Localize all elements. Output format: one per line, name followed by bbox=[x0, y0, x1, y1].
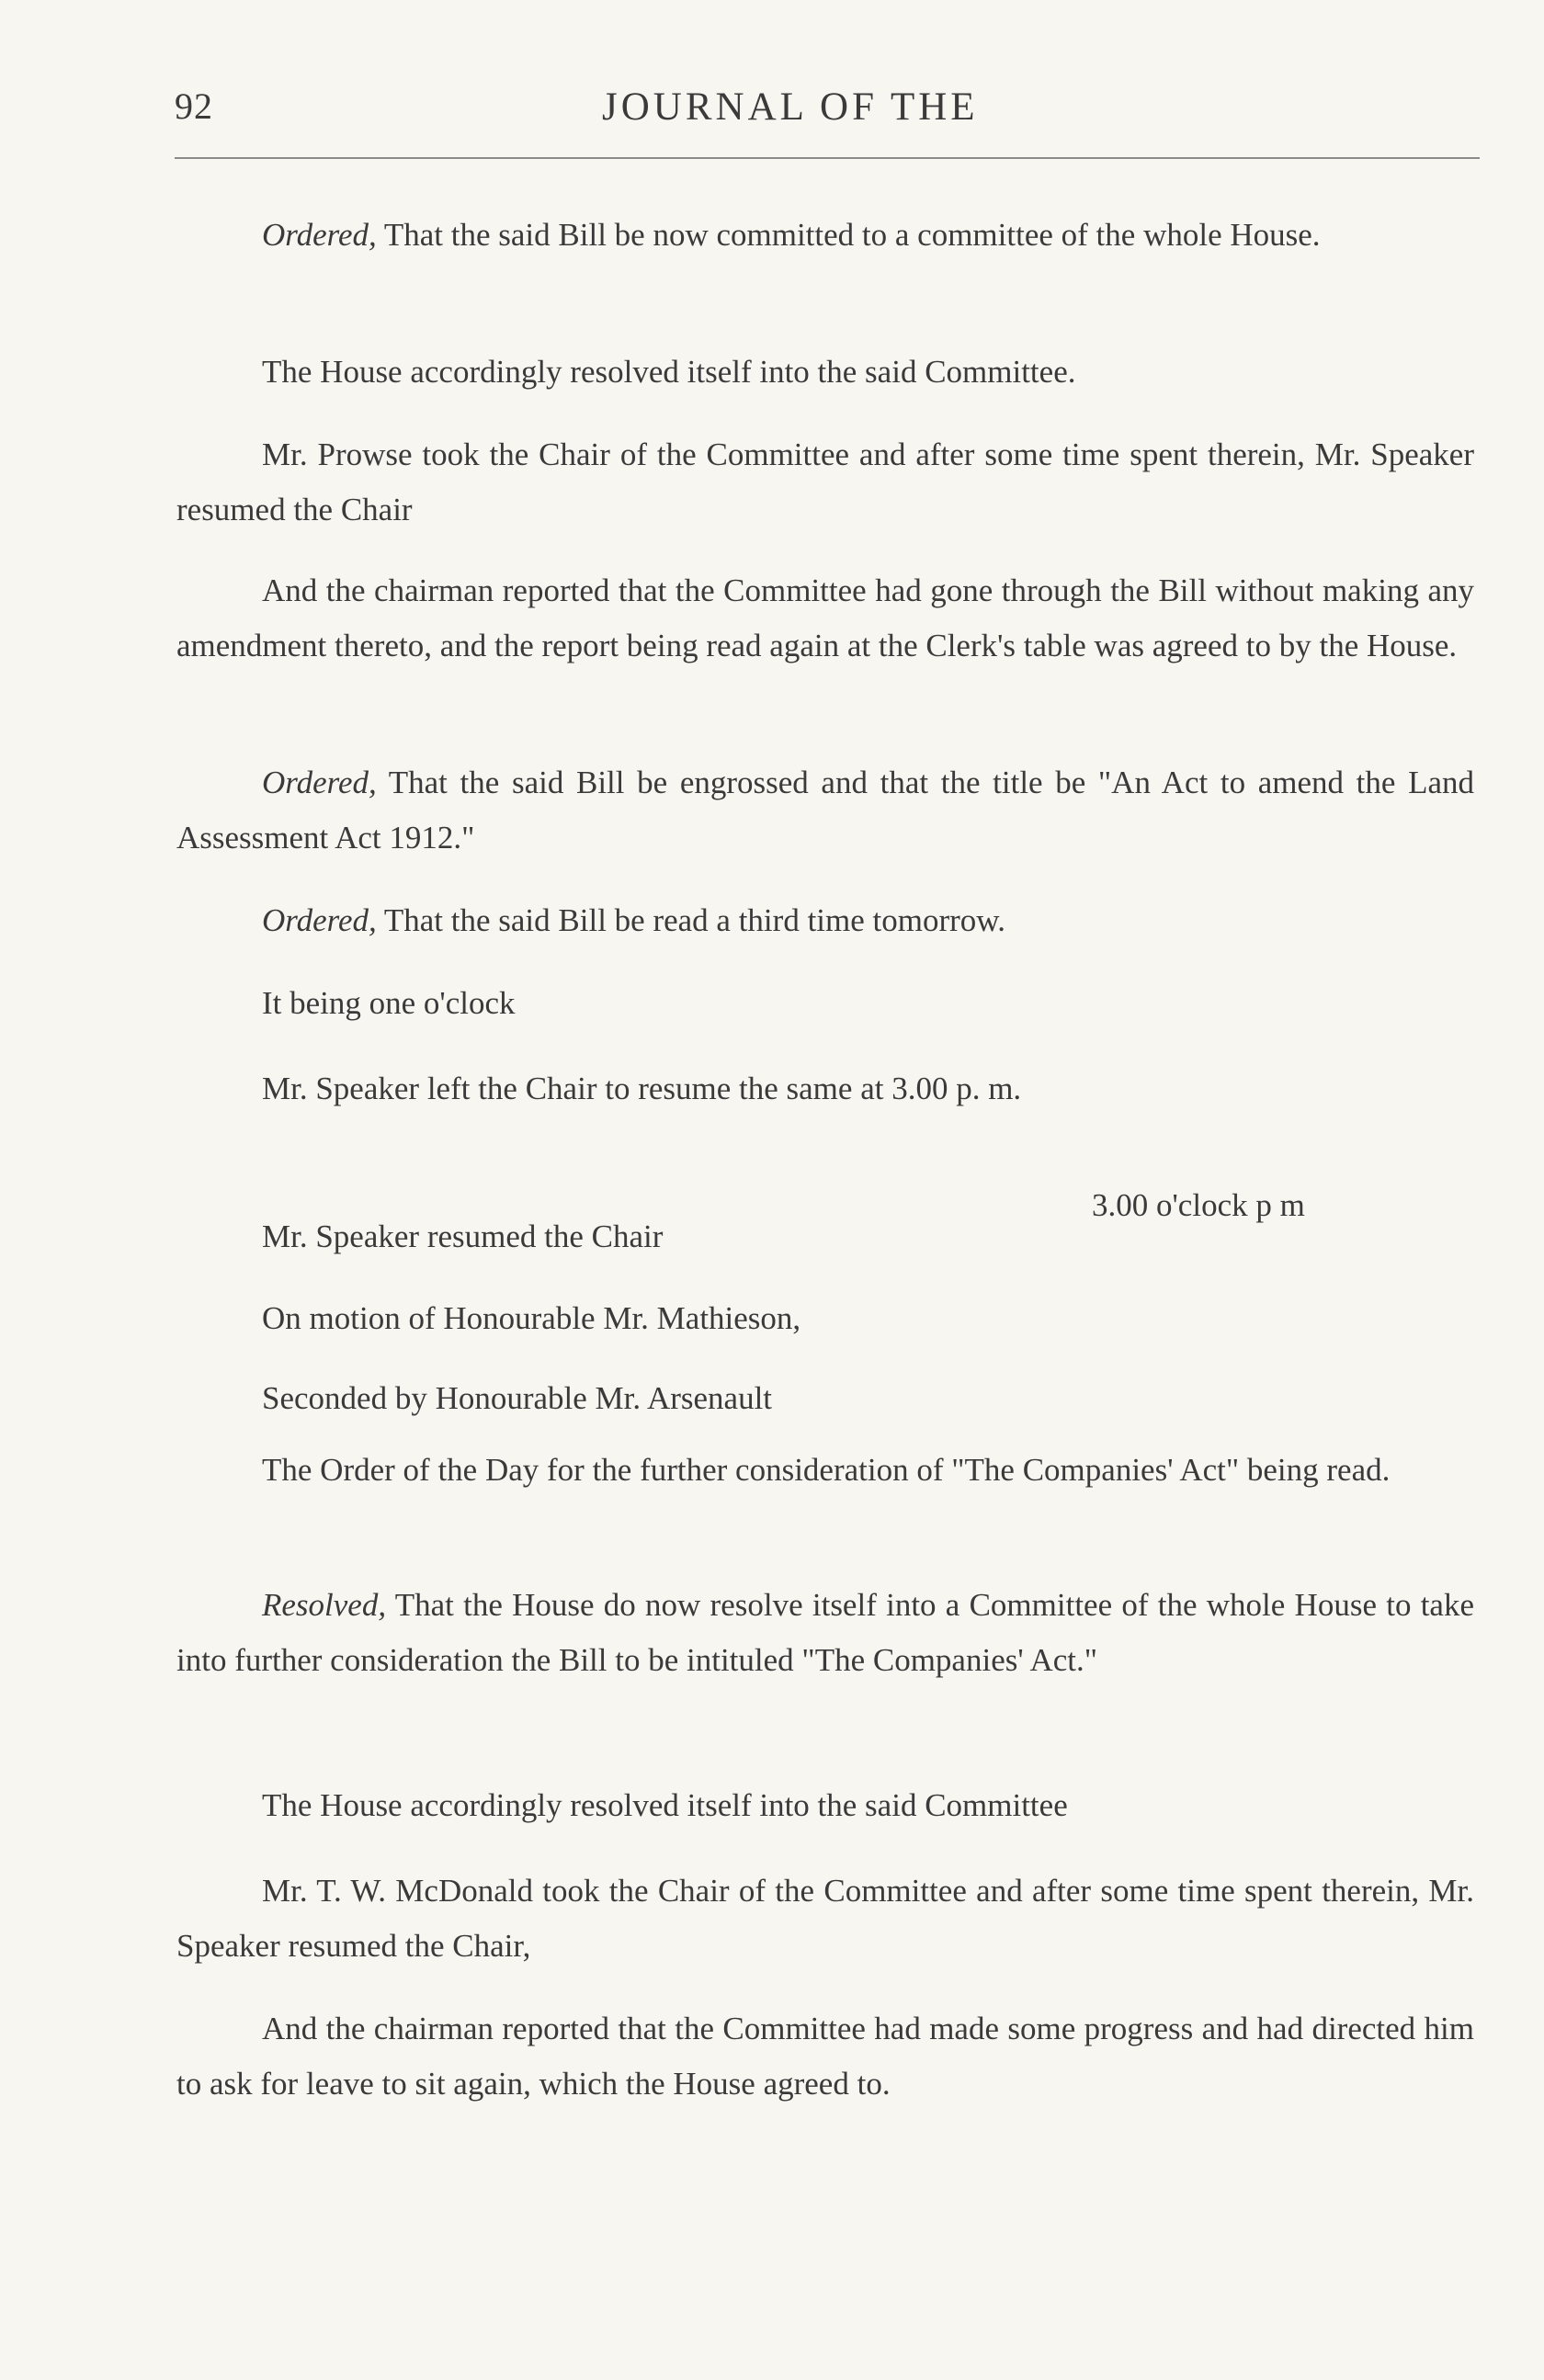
paragraph-lead: Ordered, bbox=[262, 217, 377, 253]
header-rule bbox=[175, 157, 1480, 159]
paragraph bbox=[176, 1291, 1474, 1346]
page-number: 92 bbox=[175, 85, 213, 127]
paragraph-text: Mr. Speaker left the Chair to resume the same at 3.00 p. m. bbox=[262, 1071, 1022, 1106]
paragraph-text: It being one o'clock bbox=[262, 985, 516, 1021]
paragraph-text: The House accordingly resolved itself into the said Committee. bbox=[262, 354, 1076, 390]
paragraph-text: That the said Bill be now committed to a committee of the whole House. bbox=[383, 217, 1321, 253]
paragraph-lead: Ordered, bbox=[262, 902, 377, 938]
paragraph bbox=[176, 1061, 1474, 1116]
paragraph-text: Seconded by Honourable Mr. Arsenault bbox=[262, 1380, 773, 1416]
paragraph bbox=[176, 976, 1474, 1031]
time-note: 3.00 o'clock p m bbox=[1092, 1187, 1305, 1223]
paragraph-lead: Ordered, bbox=[262, 765, 377, 800]
paragraph bbox=[176, 1443, 1474, 1498]
paragraph-text: The Order of the Day for the further consideration of "The Companies' Act" being read. bbox=[262, 1452, 1391, 1488]
paragraph bbox=[176, 755, 1474, 866]
paragraph-lead: Resolved, bbox=[262, 1587, 387, 1623]
paragraph-text: Mr. Speaker resumed the Chair bbox=[262, 1218, 664, 1254]
paragraph-text: That the House do now resolve itself into a Committee of the whole House to take into further consideration the Bill to be intituled "The Companies' Act." bbox=[176, 1587, 1474, 1678]
running-head: JOURNAL OF THE bbox=[602, 85, 979, 129]
paragraph bbox=[176, 345, 1474, 400]
paragraph-text: That the said Bill be engrossed and that the title be "An Act to amend the Land Assessment Act 1912." bbox=[176, 765, 1474, 856]
paragraph-text: Mr. T. W. McDonald took the Chair of the Committee and after some time spent therein, Mr. Speaker resumed the Chair, bbox=[176, 1873, 1474, 1964]
page-header bbox=[175, 85, 1480, 140]
paragraph-text: Mr. Prowse took the Chair of the Committee and after some time spent therein, Mr. Speaker resumed the Chair bbox=[176, 436, 1474, 527]
paragraph-text: The House accordingly resolved itself into the said Committee bbox=[262, 1787, 1068, 1823]
paragraph bbox=[176, 1371, 1474, 1426]
paragraph bbox=[176, 1864, 1474, 1974]
paragraph-text: That the said Bill be read a third time tomorrow. bbox=[383, 902, 1006, 938]
paragraph bbox=[176, 893, 1474, 948]
paragraph bbox=[176, 1778, 1474, 1833]
paragraph bbox=[176, 208, 1474, 263]
paragraph-text: And the chairman reported that the Committee had made some progress and had directed him to ask for leave to sit again, which the House agreed to. bbox=[176, 2011, 1474, 2102]
paragraph-text: On motion of Honourable Mr. Mathieson, bbox=[262, 1300, 801, 1336]
paragraph bbox=[176, 2001, 1474, 2112]
paragraph bbox=[176, 1578, 1474, 1688]
paragraph bbox=[176, 427, 1474, 538]
paragraph-text: And the chairman reported that the Committee had gone through the Bill without making any amendment thereto, and the report being read again at the Clerk's table was agreed to by the House. bbox=[176, 572, 1474, 663]
paragraph bbox=[176, 563, 1474, 674]
